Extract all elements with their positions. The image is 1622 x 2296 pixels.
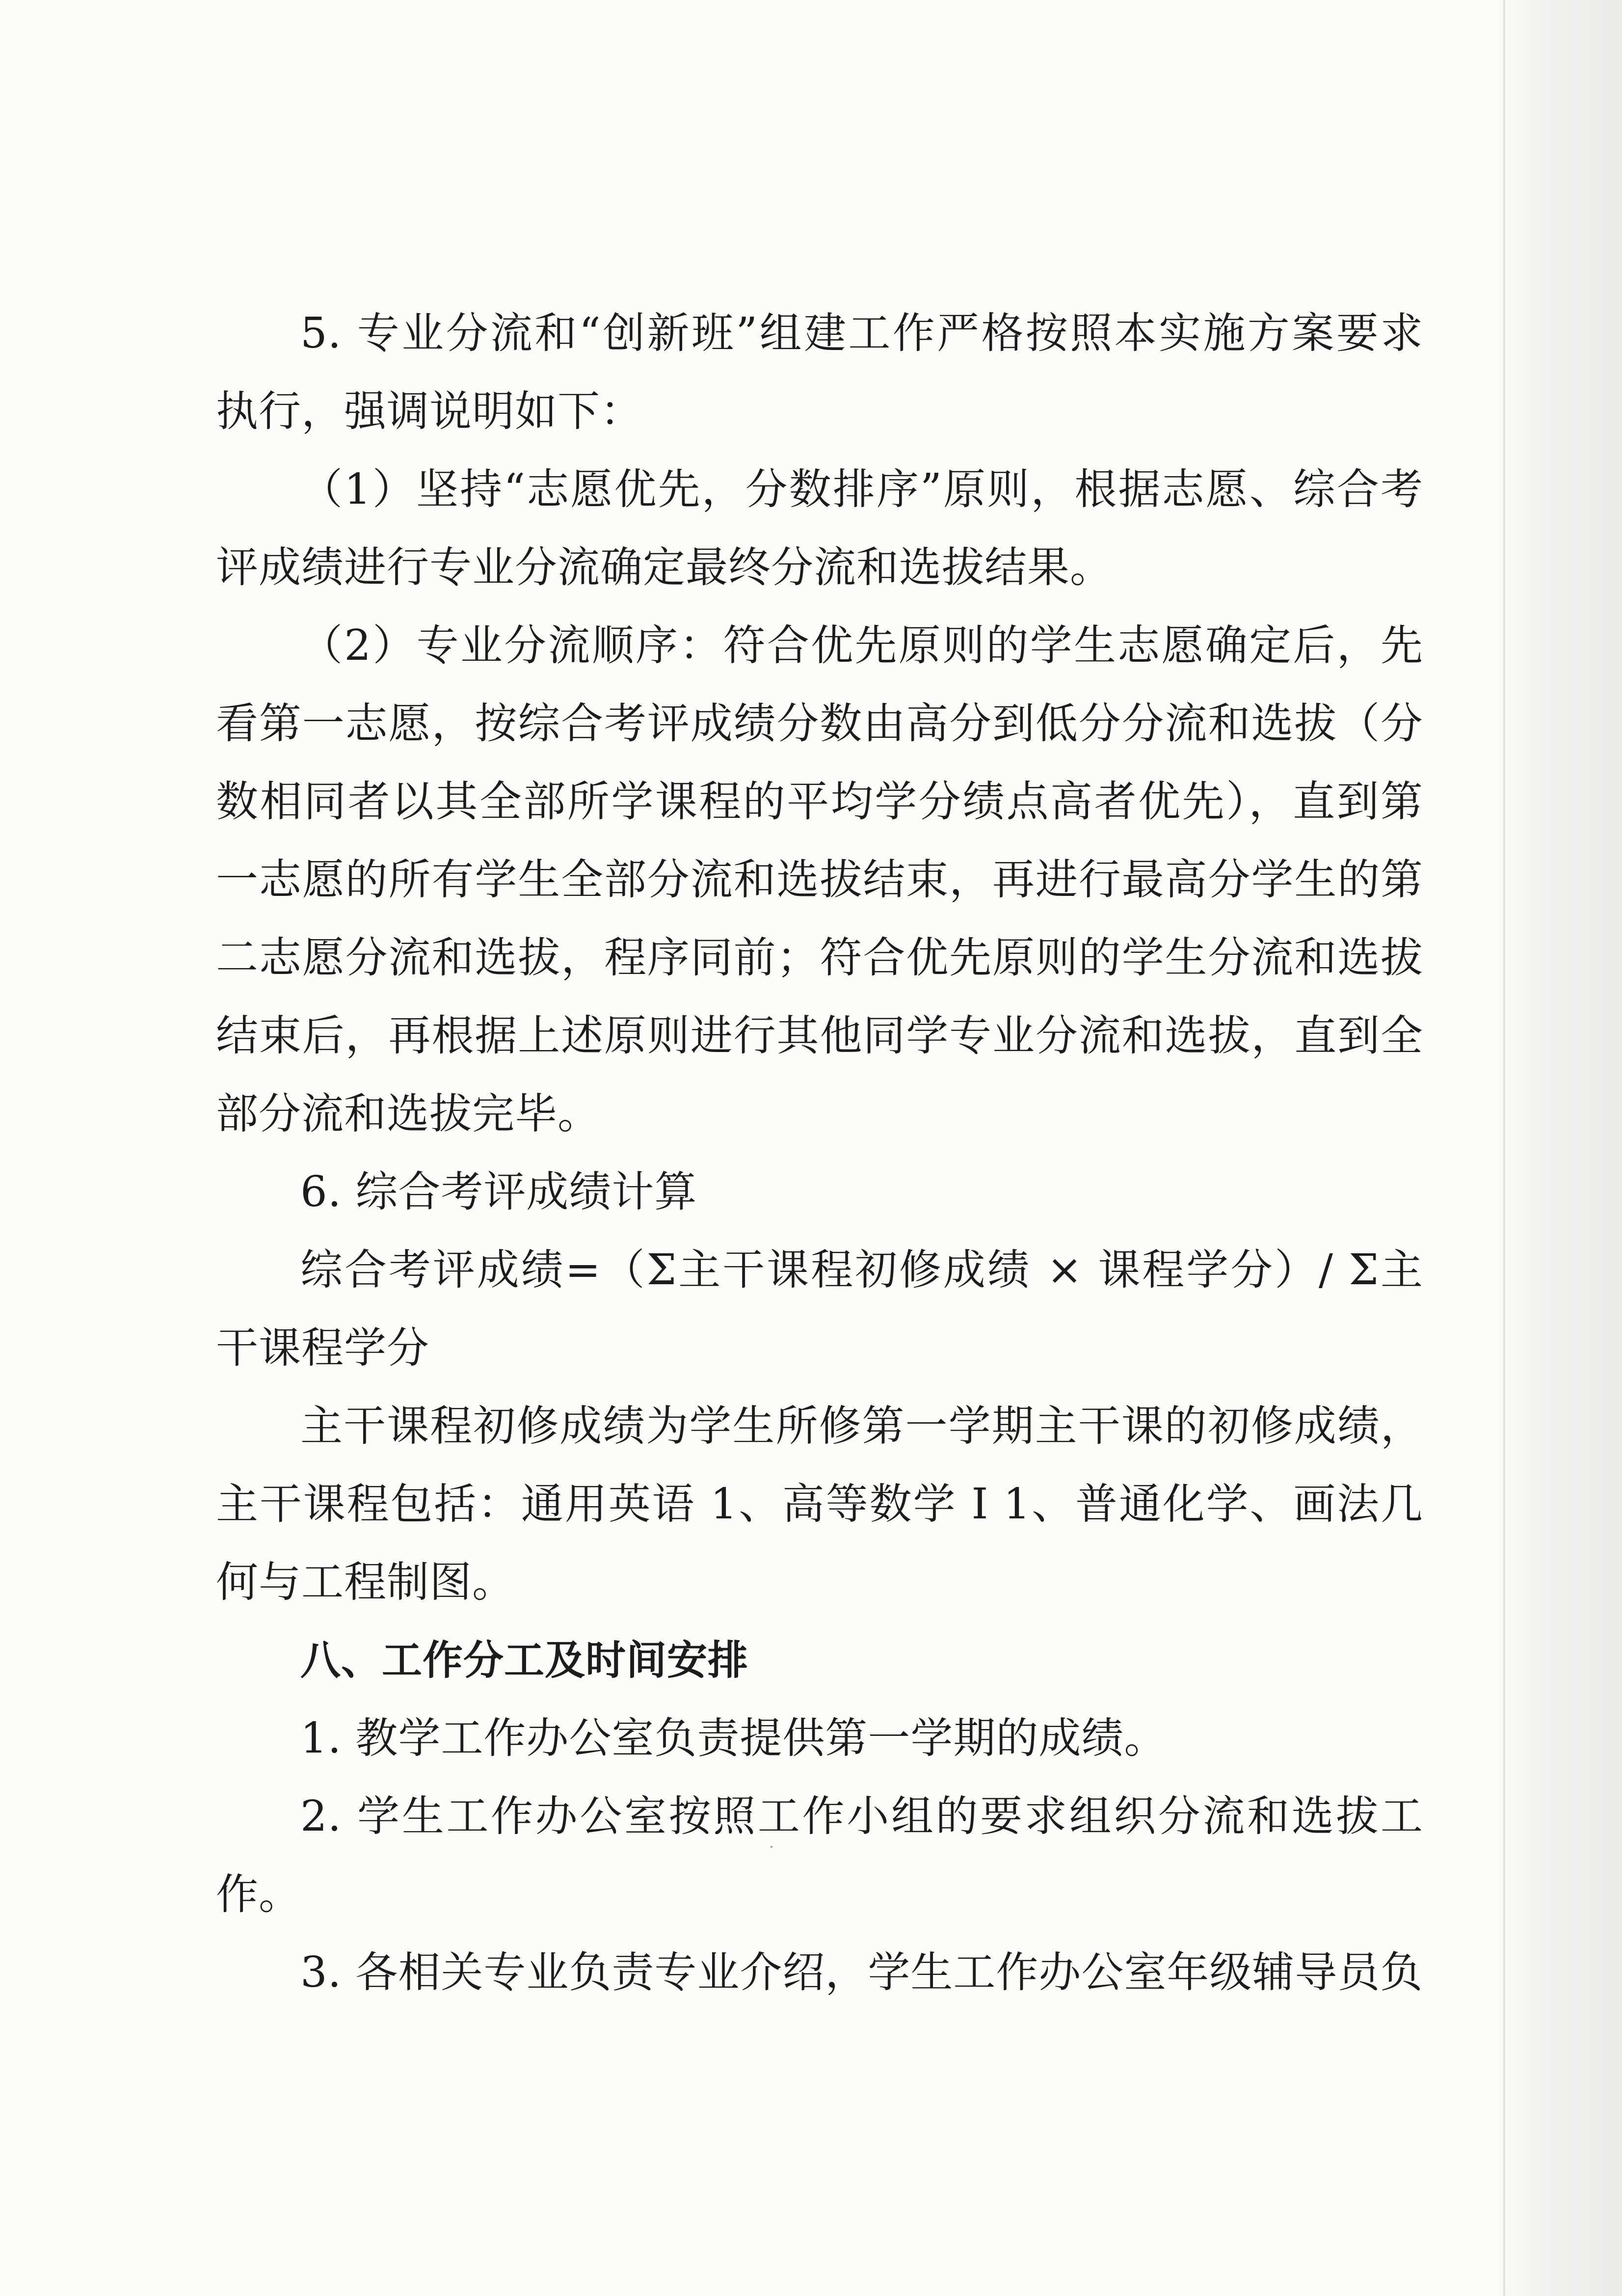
paragraph-item-5: 5. 专业分流和“创新班”组建工作严格按照本实施方案要求执行，强调说明如下： xyxy=(216,309,1423,436)
section-item-3: 3. 各相关专业负责专业介绍，学生工作办公室年级辅导员负 xyxy=(300,1948,1423,1997)
scan-edge-shadow xyxy=(1494,0,1622,2296)
section-item-1: 1. 教学工作办公室负责提供第一学期的成绩。 xyxy=(300,1714,1167,1763)
document-body xyxy=(216,295,1423,2012)
paragraph-main-courses: 主干课程初修成绩为学生所修第一学期主干课的初修成绩，主干课程包括：通用英语 1、高等数学 I 1、普通化学、画法几何与工程制图。 xyxy=(216,1402,1423,1607)
scan-speck xyxy=(771,1846,772,1848)
paragraph-item-5-1: （1）坚持“志愿优先，分数排序”原则，根据志愿、综合考评成绩进行专业分流确定最终分流和选拔结果。 xyxy=(216,465,1423,592)
scan-edge-line xyxy=(1503,0,1505,2296)
paragraph-item-6-title: 6. 综合考评成绩计算 xyxy=(300,1167,697,1216)
paragraph-score-formula: 综合考评成绩=（Σ主干课程初修成绩 × 课程学分）/ Σ主干课程学分 xyxy=(216,1245,1423,1373)
section-item-2: 2. 学生工作办公室按照工作小组的要求组织分流和选拔工作。 xyxy=(216,1792,1423,1919)
section-heading: 八、工作分工及时间安排 xyxy=(300,1637,749,1684)
paragraph-item-5-2: （2）专业分流顺序：符合优先原则的学生志愿确定后，先看第一志愿，按综合考评成绩分数由高分到低分分流和选拔（分数相同者以其全部所学课程的平均学分绩点高者优先），直到第一志愿的所有学生全部分流和选拔结束，再进行最高分学生的第二志愿分流和选拔，程序同前；符合优先原则的学生分流和选拔结束后，再根据上述原则进行其他同学专业分流和选拔，直到全部分流和选拔完毕。 xyxy=(216,621,1423,1138)
